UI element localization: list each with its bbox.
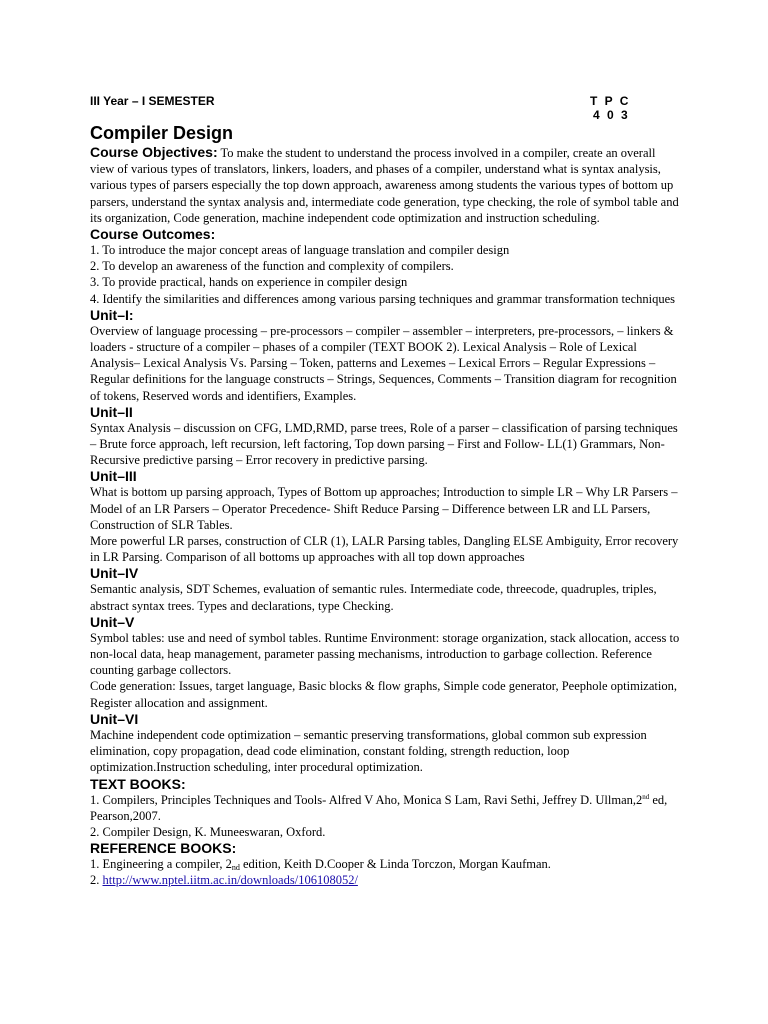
unit-2-heading: Unit–II <box>90 403 133 420</box>
unit-3-text-1: What is bottom up parsing approach, Types of Bottom up approaches; Introduction to simple LR – Why LR Parsers – Model of an LR Parsers – Operator Precedence- Shift Reduce Parsing – Difference between LR and LL Parsers, Construction of SLR Tables. <box>90 485 678 532</box>
tpc-labels: T P C <box>590 94 631 108</box>
outcome-item: 1. To introduce the major concept areas of language translation and compiler design <box>90 243 510 258</box>
unit-6-heading: Unit–VI <box>90 710 139 727</box>
outcome-item: 4. Identify the similarities and differences among various parsing techniques and grammar transformation techniques <box>90 291 676 306</box>
text-book-1-main: 1. Compilers, Principles Techniques and Tools- Alfred V Aho, Monica S Lam, Ravi Sethi, Jeffrey D. Ullman,2 <box>90 792 643 807</box>
text-book-2: 2. Compiler Design, K. Muneeswaran, Oxford. <box>90 824 326 839</box>
unit-1-heading: Unit–I: <box>90 306 134 323</box>
nptel-link[interactable]: http://www.nptel.iitm.ac.in/downloads/106108052/ <box>102 873 358 888</box>
tpc-values: 4 0 3 <box>593 108 630 122</box>
unit-5-text-1: Symbol tables: use and need of symbol tables. Runtime Environment: storage organization, stack allocation, access to non-local data, heap management, parameter passing mechanisms, introduction to garbage collection. Reference counting garbage collectors. <box>90 630 680 678</box>
unit-4-text: Semantic analysis, SDT Schemes, evaluation of semantic rules. Intermediate code, threecode, quadruples, triples, abstract syntax trees. Types and declarations, type Checking. <box>90 582 657 613</box>
outcomes-list <box>90 242 682 307</box>
outcome-item: 3. To provide practical, hands on experience in compiler design <box>90 275 408 290</box>
objectives-text: To make the student to understand the process involved in a compiler, create an overall view of various types of translators, linkers, loaders, and phases of a compiler, understand what is syntax analysis, various types of parsers especially the top down approach, awareness among students the various types of bottom up parsers, understand the syntax analysis and, intermediate code generation, type checking, the role of symbol table and its organization, Code generation, machine independent code optimization and instruction scheduling. <box>90 146 679 225</box>
reference-book-1 <box>90 856 682 872</box>
syllabus-page <box>90 92 682 889</box>
text-books-list <box>90 792 682 841</box>
reference-books-heading: REFERENCE BOOKS: <box>90 840 237 857</box>
semester-label: III Year – I SEMESTER <box>90 94 215 108</box>
unit-6-text: Machine independent code optimization – semantic preserving transformations, global common sub expression elimination, copy propagation, dead code elimination, constant folding, strength reduction, loop optimization.Instruction scheduling, inter procedural optimization. <box>90 727 647 775</box>
reference-books-list <box>90 856 682 888</box>
unit-5-text-2: Code generation: Issues, target language, Basic blocks & flow graphs, Simple code generator, Peephole optimization, Register allocation and assignment. <box>90 679 677 710</box>
unit-3-text-2: More powerful LR parses, construction of CLR (1), LALR Parsing tables, Dangling ELSE Ambiguity, Error recovery in LR Parsing. Comparison of all bottoms up approaches with all top down approaches <box>90 534 679 565</box>
reference-book-1-rest: edition, Keith D.Cooper & Linda Torczon, Morgan Kaufman. <box>239 857 551 872</box>
outcome-item: 2. To develop an awareness of the function and complexity of compilers. <box>90 259 454 274</box>
text-book-1-ordinal: nd <box>642 792 650 801</box>
objectives-heading: Course Objectives: <box>90 144 218 160</box>
unit-2-text: Syntax Analysis – discussion on CFG, LMD,RMD, parse trees, Role of a parser – classification of parsing techniques – Brute force approach, left recursion, left factoring, Top down parsing – First and Follow- LL(1) Grammars, Non-Recursive predictive parsing – Error recovery in predictive parsing. <box>90 420 678 468</box>
reference-book-1-ordinal: nd <box>231 863 240 873</box>
unit-5-heading: Unit–V <box>90 613 135 630</box>
unit-3-heading: Unit–III <box>90 468 137 485</box>
tpc-block <box>590 94 630 122</box>
unit-1-text: Overview of language processing – pre-processors – compiler – assembler – interpreters, pre-processors, – linkers & loaders - structure of a compiler – phases of a compiler (TEXT BOOK 2). Lexical Analysis – Role of Lexical Analysis– Lexical Analysis Vs. Parsing – Token, patterns and Lexemes – Lexical Errors – Regular Expressions – Regular definitions for the language constructs – Strings, Sequences, Comments – Transition diagram for recognition of tokens, Reserved words and identifiers, Examples. <box>90 323 677 403</box>
reference-book-2-prefix: 2. <box>90 873 103 888</box>
text-book-1-rest: ed, Pearson,2007. <box>90 792 668 823</box>
unit-4-heading: Unit–IV <box>90 565 139 582</box>
text-books-heading: TEXT BOOKS: <box>90 775 186 792</box>
reference-book-1-main: 1. Engineering a compiler, 2 <box>90 857 232 872</box>
text-book-1 <box>90 792 682 824</box>
course-objectives <box>90 144 682 226</box>
reference-book-2 <box>90 872 682 888</box>
course-title: Compiler Design <box>90 123 234 143</box>
outcomes-heading: Course Outcomes: <box>90 226 216 243</box>
semester-row <box>90 92 682 120</box>
